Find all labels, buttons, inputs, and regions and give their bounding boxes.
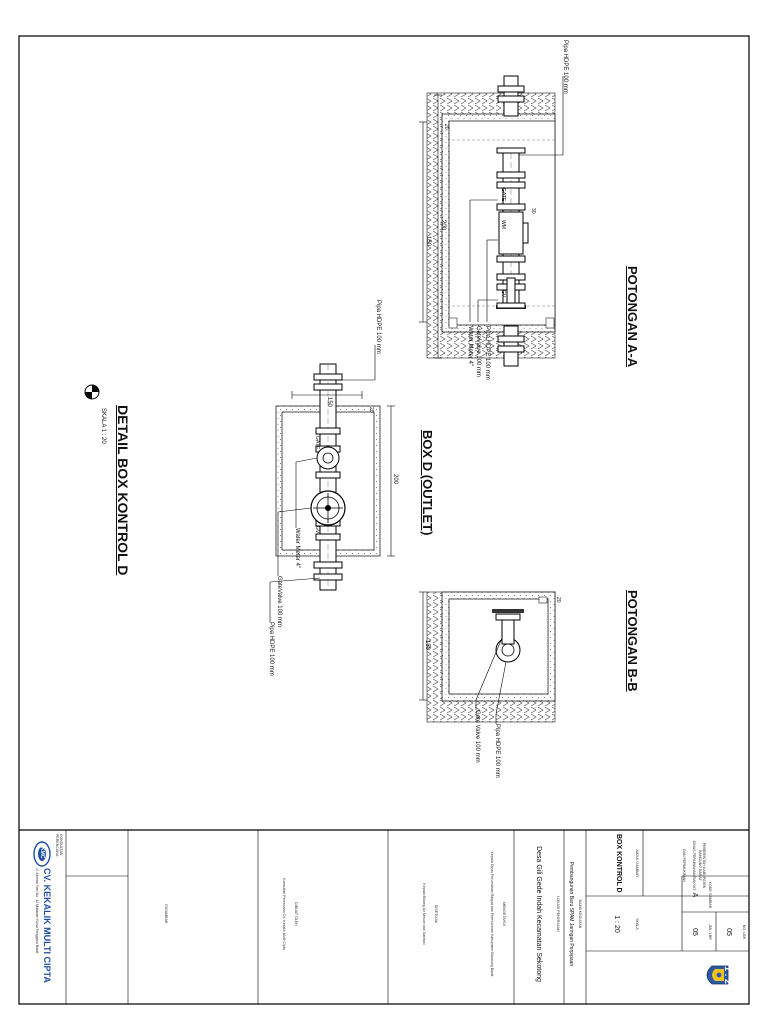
dim-150-aa: 150 <box>425 236 431 247</box>
sheet-no-caption: NO. LBR <box>742 924 746 940</box>
label-pipa-hdpe-boxd-top: Pipa HDPE 100 mm <box>375 300 381 354</box>
potongan-bb-title: POTONGAN B-B <box>625 590 640 692</box>
agency-line-1: PEMERINTAH KABUPATEN BANDUNG BARAT <box>697 842 706 889</box>
code-caption: KODE GAMBAR <box>708 881 712 909</box>
dim-30-aa: 30 <box>530 208 536 214</box>
checked-caption: MENGETAHUI <box>502 902 506 926</box>
scale-value: 1 : 20 <box>613 915 620 933</box>
approved-role: Kepala Bidang Air Minum dan Sanitasi <box>422 883 426 945</box>
approved-caption: DISETUJUI <box>434 904 438 924</box>
label-gate-valve-aa: GateValve 100 mm <box>475 326 481 377</box>
dim-20-bb: 20 <box>555 597 561 603</box>
dim-200-aa: 200 <box>440 220 446 231</box>
gate-valve-stem <box>507 278 515 305</box>
dim-150-bb: 150 <box>424 640 430 651</box>
label-pipa-hdpe-aa-left: Pipa HDPE 100 mm <box>562 40 568 94</box>
dim-200-boxd: 200 <box>392 474 398 485</box>
label-gate-valve-boxd: GateValve 100 mm <box>276 576 282 627</box>
box-d-plan <box>270 345 395 622</box>
scale-box-label: 1 : 20 <box>723 965 733 989</box>
company-address: Jl. Ahmad Yani No. 12 Mataram Nusa Tenggara Barat <box>35 868 39 954</box>
activity-caption: NAMA KEGIATAN <box>578 899 582 929</box>
tag-gv-boxd: GV <box>314 526 320 534</box>
label-gate-valve-bb: Gate Valve 100 mm <box>474 710 480 763</box>
label-water-meter-boxd: Water Meter 4" <box>294 528 300 568</box>
title-block-grid <box>66 830 749 1004</box>
potongan-aa-title: POTONGAN A-A <box>625 266 640 368</box>
drawn-caption: DIGAMBAR <box>164 904 168 924</box>
water-meter-body <box>499 212 523 254</box>
tag-gate-boxd: GATE <box>314 436 320 450</box>
dim-20-boxd: 20 <box>368 407 374 413</box>
sheet-title: BOX KONTROL D <box>615 834 622 893</box>
drawing-title: DETAIL BOX KONTROL D <box>115 405 131 576</box>
section-bb <box>419 592 555 724</box>
activity-value: Pembangunan Baru SPAM Jaringan Perpipaan <box>568 861 574 967</box>
sheet-total-caption: JML. LBR <box>708 924 712 940</box>
label-pipa-hdpe-aa-right: Pipa HDPE 100 mm <box>484 326 490 380</box>
company-logo-text: KMC <box>39 847 45 859</box>
consultant-caption: KONSULTAN PERENCANA <box>54 834 63 857</box>
scale-caption: SKALA <box>635 918 639 930</box>
location-caption: LOKASI PEKERJAAN <box>556 896 560 932</box>
planner-caption: DIBUAT OLEH <box>294 902 298 926</box>
label-pipa-hdpe-bb: Pipa HDPE 100 mm <box>494 724 500 778</box>
sheet-no-value: 05 <box>725 928 732 936</box>
tag-wm-aa: WM <box>500 220 506 229</box>
label-pipa-hdpe-boxd-bottom: Pipa HDPE 100 mm <box>268 622 274 676</box>
label-water-meter-aa: Water Meter 4" <box>467 326 473 366</box>
box-d-title: BOX D (OUTLET) <box>420 430 435 536</box>
code-value: A <box>691 892 698 898</box>
checked-role: Kepala Dinas Perumahan Rakyat dan Permukiman Kabupaten Bandung Barat <box>490 851 494 977</box>
tag-gate-aa: GATE <box>500 188 506 202</box>
sheet-total-value: 05 <box>691 928 698 936</box>
company-name: CV. KEKALIK MULTI CIPTA <box>42 868 52 983</box>
drawing-scale: SKALA 1 : 20 <box>100 408 106 444</box>
agency-line-2: DINAS PERUMAHAN RAKYAT <box>692 840 696 891</box>
gate-valve-bb <box>502 620 514 644</box>
planner-role: Konsultan Perencana CV. Kekalik Multi Cipta <box>282 878 286 950</box>
dim-150-boxd: 150 <box>326 397 332 408</box>
agency-line-3: DAN PERMUKIMAN <box>682 849 686 882</box>
sheet-title-caption: JUDUL GAMBAR <box>635 848 639 878</box>
detail-symbol <box>85 385 99 399</box>
tag-gv-aa: GV <box>500 290 506 298</box>
dim-20-aa: 20 <box>443 124 449 130</box>
location-value: Desa Gili Gede Indah Kecamatan Sekotong <box>535 846 542 982</box>
